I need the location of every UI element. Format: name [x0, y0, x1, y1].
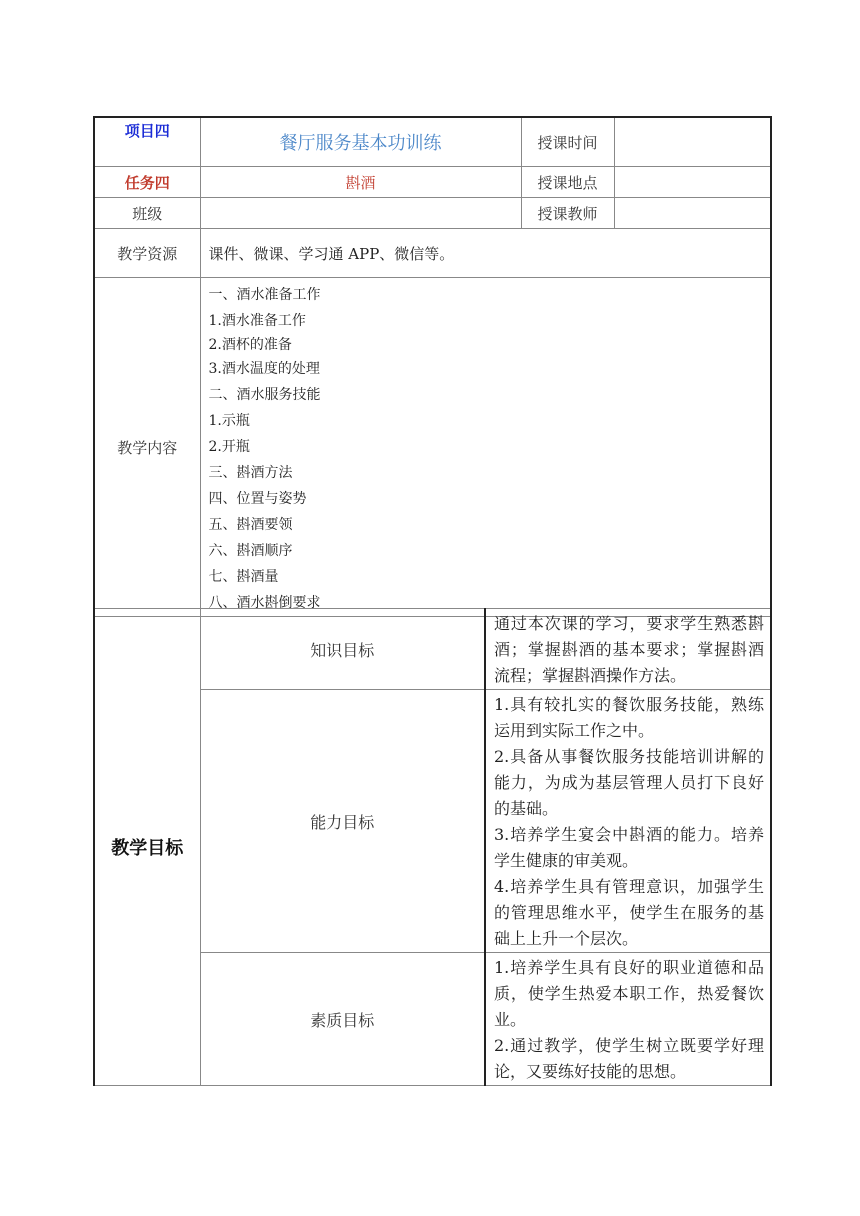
class-label: 班级 — [94, 198, 200, 229]
ability-goal-line: 3.培养学生宴会中斟酒的能力。培养学生健康的审美观。 — [494, 825, 764, 870]
content-item: 1.示瓶 — [208, 413, 250, 429]
task-name: 斟酒 — [200, 167, 521, 198]
location-value — [614, 167, 771, 198]
teacher-label: 授课教师 — [521, 198, 614, 229]
ability-goal-text — [485, 690, 771, 953]
knowledge-goal-line: 通过本次课的学习，要求学生熟悉斟酒；掌握斟酒的基本要求；掌握斟酒流程；掌握斟酒操作方法。 — [494, 614, 764, 685]
task-label: 任务四 — [94, 167, 200, 198]
content-item: 六、斟酒顺序 — [208, 543, 293, 559]
ability-goal-line: 1.具有较扎实的餐饮服务技能，熟练运用到实际工作之中。 — [494, 695, 764, 740]
time-label: 授课时间 — [521, 117, 614, 167]
content-item: 八、酒水斟倒要求 — [208, 595, 321, 611]
content-item: 三、斟酒方法 — [208, 465, 293, 481]
goals-title: 教学目标 — [94, 609, 200, 1086]
course-title: 餐厅服务基本功训练 — [200, 117, 521, 167]
knowledge-goal-text — [485, 609, 771, 690]
quality-goal-line: 2.通过教学，使学生树立既要学好理论，又要练好技能的思想。 — [494, 1036, 764, 1081]
class-value — [200, 198, 521, 229]
content-label: 教学内容 — [94, 278, 200, 617]
time-value — [614, 117, 771, 167]
content-item: 五、斟酒要领 — [208, 517, 293, 533]
quality-goal-line: 1.培养学生具有良好的职业道德和品质，使学生热爱本职工作，热爱餐饮业。 — [494, 958, 764, 1029]
content-item: 二、酒水服务技能 — [208, 387, 321, 403]
quality-goal-text — [485, 953, 771, 1086]
project-label: 项目四 — [94, 117, 200, 167]
ability-goal-label: 能力目标 — [200, 690, 485, 953]
teacher-value — [614, 198, 771, 229]
resources-value: 课件、微课、学习通 APP、微信等。 — [200, 229, 771, 278]
content-list — [200, 278, 771, 617]
ability-goal-line: 2.具备从事餐饮服务技能培训讲解的能力，为成为基层管理人员打下良好的基础。 — [494, 747, 764, 818]
content-item: 2.开瓶 — [208, 439, 250, 455]
content-item: 四、位置与姿势 — [208, 491, 307, 507]
content-item: 一、酒水准备工作 — [208, 287, 321, 303]
content-item: 2.酒杯的准备 — [208, 337, 292, 353]
content-item: 1.酒水准备工作 — [208, 313, 306, 329]
location-label: 授课地点 — [521, 167, 614, 198]
ability-goal-line: 4.培养学生具有管理意识，加强学生的管理思维水平，使学生在服务的基础上上升一个层次。 — [494, 877, 764, 948]
teaching-goals-table — [93, 608, 772, 1086]
resources-label: 教学资源 — [94, 229, 200, 278]
knowledge-goal-label: 知识目标 — [200, 609, 485, 690]
quality-goal-label: 素质目标 — [200, 953, 485, 1086]
content-item: 3.酒水温度的处理 — [208, 361, 320, 377]
content-item: 七、斟酒量 — [208, 569, 279, 585]
lesson-header-table — [93, 116, 772, 617]
